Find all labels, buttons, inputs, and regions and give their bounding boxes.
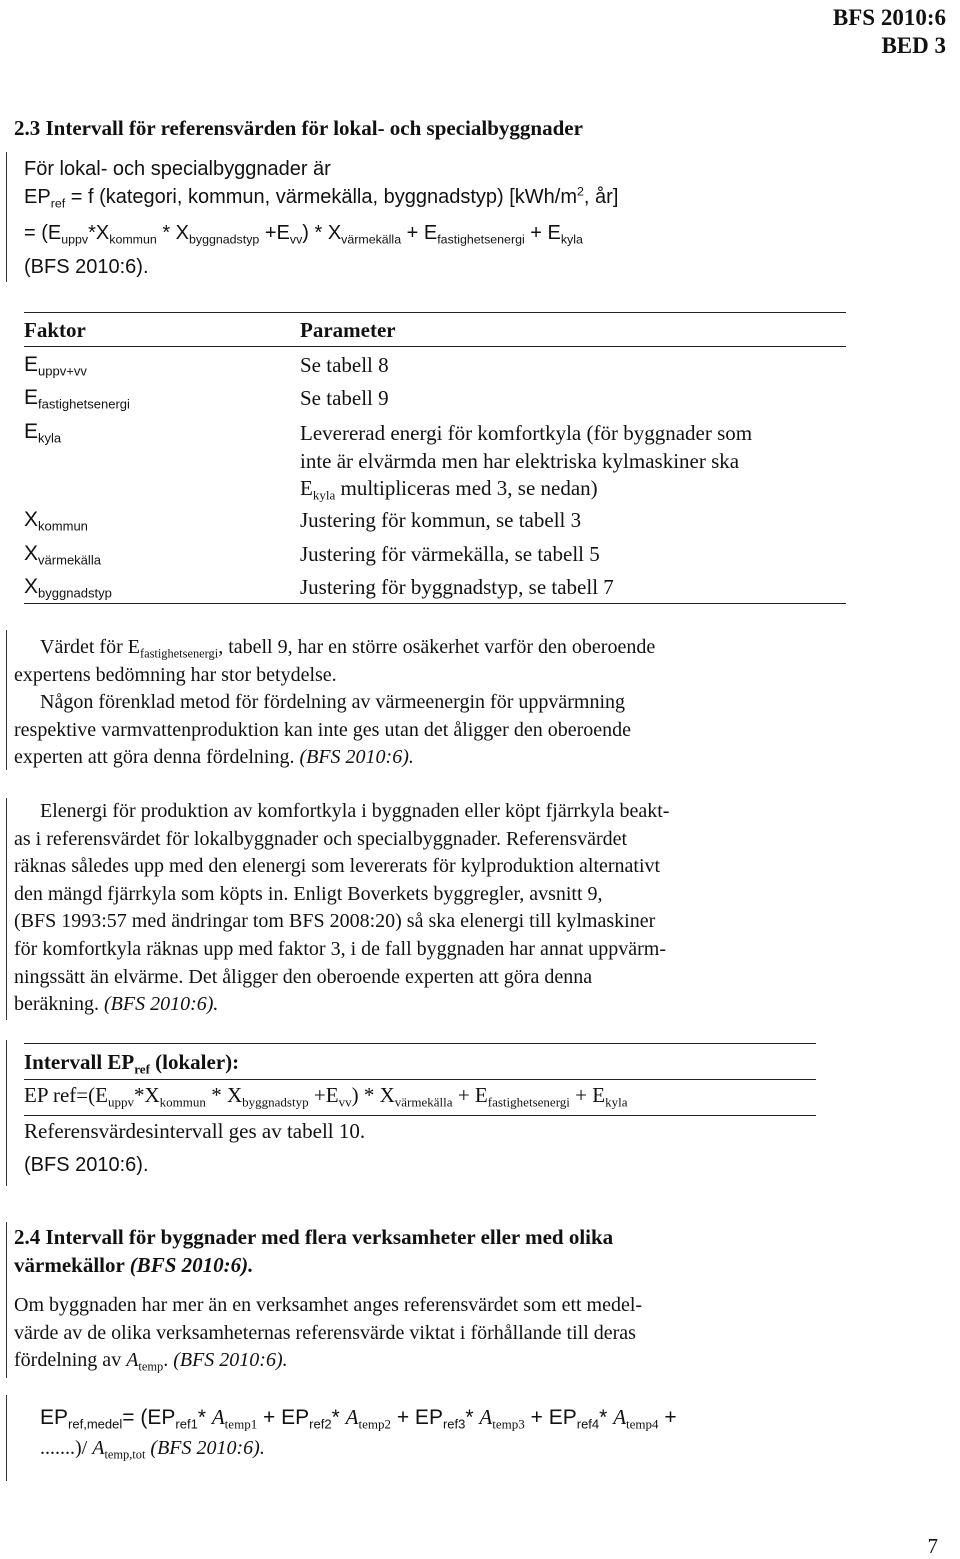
table-row-faktor: $X_{värmekälla}$ — [24, 542, 101, 568]
table-row-faktor: $E_{kyla}$ — [24, 420, 62, 446]
table-bottom-rule — [24, 603, 846, 604]
table-header-parameter: Parameter — [300, 318, 396, 342]
table-row-faktor: $E_{fastighetsenergi}$ — [24, 386, 130, 412]
reference-citation: (BFS 2010:6). — [24, 256, 149, 278]
page-number: 7 — [927, 1534, 938, 1558]
table-row-parameter: Se tabell 8 — [300, 353, 389, 377]
table-row-faktor: $E_{uppv+vv}$ — [24, 353, 87, 379]
box-reference: (BFS 2010:6). — [24, 1154, 149, 1176]
header-bfs: BFS 2010:6 — [832, 5, 946, 30]
formula-ep-function: $EP_{ref} = f$ (kategori, kommun, värmekälla, byggnadstyp) [$kWh/m^2$, år] — [24, 184, 619, 211]
paragraph-cooling-energy: Elenergi för produktion av komfortkyla i byggnaden eller köpt fjärrkyla beakt- as i referensvärdet för lokalbyggnader och specialbyggnader. Referensvärdet räknas således upp med den elenergi som levererats för kylproduktion alternativt den mängd fjärrkyla som köpts in. Enligt Boverkets byggregler, avsnitt 9, (BFS 1993:57 med ändringar tom BFS 2008:20) så ska elenergi till kylmaskiner för komfortkyla räknas upp med faktor 3, i de fall byggnaden har annat uppvärm- ningssätt än elvärme. Det åligger den oberoende experten att göra denna beräkning. (BFS 2010:6). — [14, 800, 670, 1016]
table-header-faktor: Faktor — [24, 318, 86, 342]
section-2-4-heading: 2.4 Intervall för byggnader med flera verksamheter eller med olika värmekällor (BFS 2010:6). — [14, 1225, 614, 1277]
table-row-parameter: Se tabell 9 — [300, 386, 389, 410]
intro-text: För lokal- och specialbyggnader är — [24, 158, 331, 180]
table-row-parameter: Justering för värmekälla, se tabell 5 — [300, 542, 600, 566]
paragraph-expert-assessment: Värdet för $E_{fastighetsenergi}$, tabell 9, har en större osäkerhet varför den oberoende expertens bedömning har stor betydelse. Någon förenklad metod för fördelning av värmeenergin för uppvärmning respektive varmvattenproduktion kan inte ges utan det åligger den oberoende experten att göra denna fördelning. (BFS 2010:6). — [14, 636, 656, 769]
change-bar — [6, 152, 7, 282]
change-bar — [6, 798, 7, 1020]
table-row-faktor: $X_{kommun}$ — [24, 508, 88, 534]
table-row-parameter: Levererad energi för komfortkyla (för byggnader som inte är elvärmda men har elektriska kylmaskiner ska $E_{kyla}$ multipliceras med 3, se nedan) — [300, 421, 753, 503]
box-title: Intervall $EP_{ref}$ (lokaler): — [24, 1050, 240, 1077]
change-bar — [6, 1222, 7, 1378]
box-title-rule — [24, 1079, 816, 1080]
table-row-parameter: Justering för byggnadstyp, se tabell 7 — [300, 575, 614, 599]
change-bar — [6, 1040, 7, 1186]
document-header — [833, 4, 946, 60]
weighted-formula: $EP_{ref,medel}= (EP_{ref1}*$ $A_{temp1} + EP_{ref2}*$ $A_{temp2} + EP_{ref3}*$ $A_{temp3} + EP_{ref4}*$ $A_{temp4}$ + .......)/ $A_{temp,tot}$ (BFS 2010:6). — [40, 1405, 677, 1462]
box-formula-rule — [24, 1115, 816, 1116]
table-row-faktor: $X_{byggnadstyp}$ — [24, 575, 112, 601]
box-note: Referensvärdesintervall ges av tabell 10. — [24, 1119, 366, 1143]
table-header-rule — [24, 346, 846, 347]
box-formula: EP $ref=(E_{uppv}*X_{kommun} * X_{byggnadstyp} +E_{vv}) * X_{värmekälla} + E_{fastighetsenergi} + E_{kyla}$ — [24, 1083, 628, 1110]
box-top-rule — [24, 1043, 816, 1044]
header-bed: BED 3 — [881, 33, 946, 58]
section-2-4-paragraph: Om byggnaden har mer än en verksamhet anges referensvärdet som ett medel- värde av de olika verksamheternas referensvärde viktat i förhållande till deras fördelning av $A_{temp}$. (BFS 2010:6). — [14, 1294, 643, 1374]
change-bar — [6, 1395, 7, 1481]
table-top-rule — [24, 312, 846, 313]
change-bar — [6, 630, 7, 770]
section-2-3-heading: 2.3 Intervall för referensvärden för lokal- och specialbyggnader — [14, 116, 583, 140]
formula-ep-expression: = $(E_{uppv}*X_{kommun} * X_{byggnadstyp} +E_{vv}) * X_{värmekälla} + E_{fastighetsenergi} + E_{kyla}$ — [24, 222, 583, 247]
table-row-parameter: Justering för kommun, se tabell 3 — [300, 508, 582, 532]
